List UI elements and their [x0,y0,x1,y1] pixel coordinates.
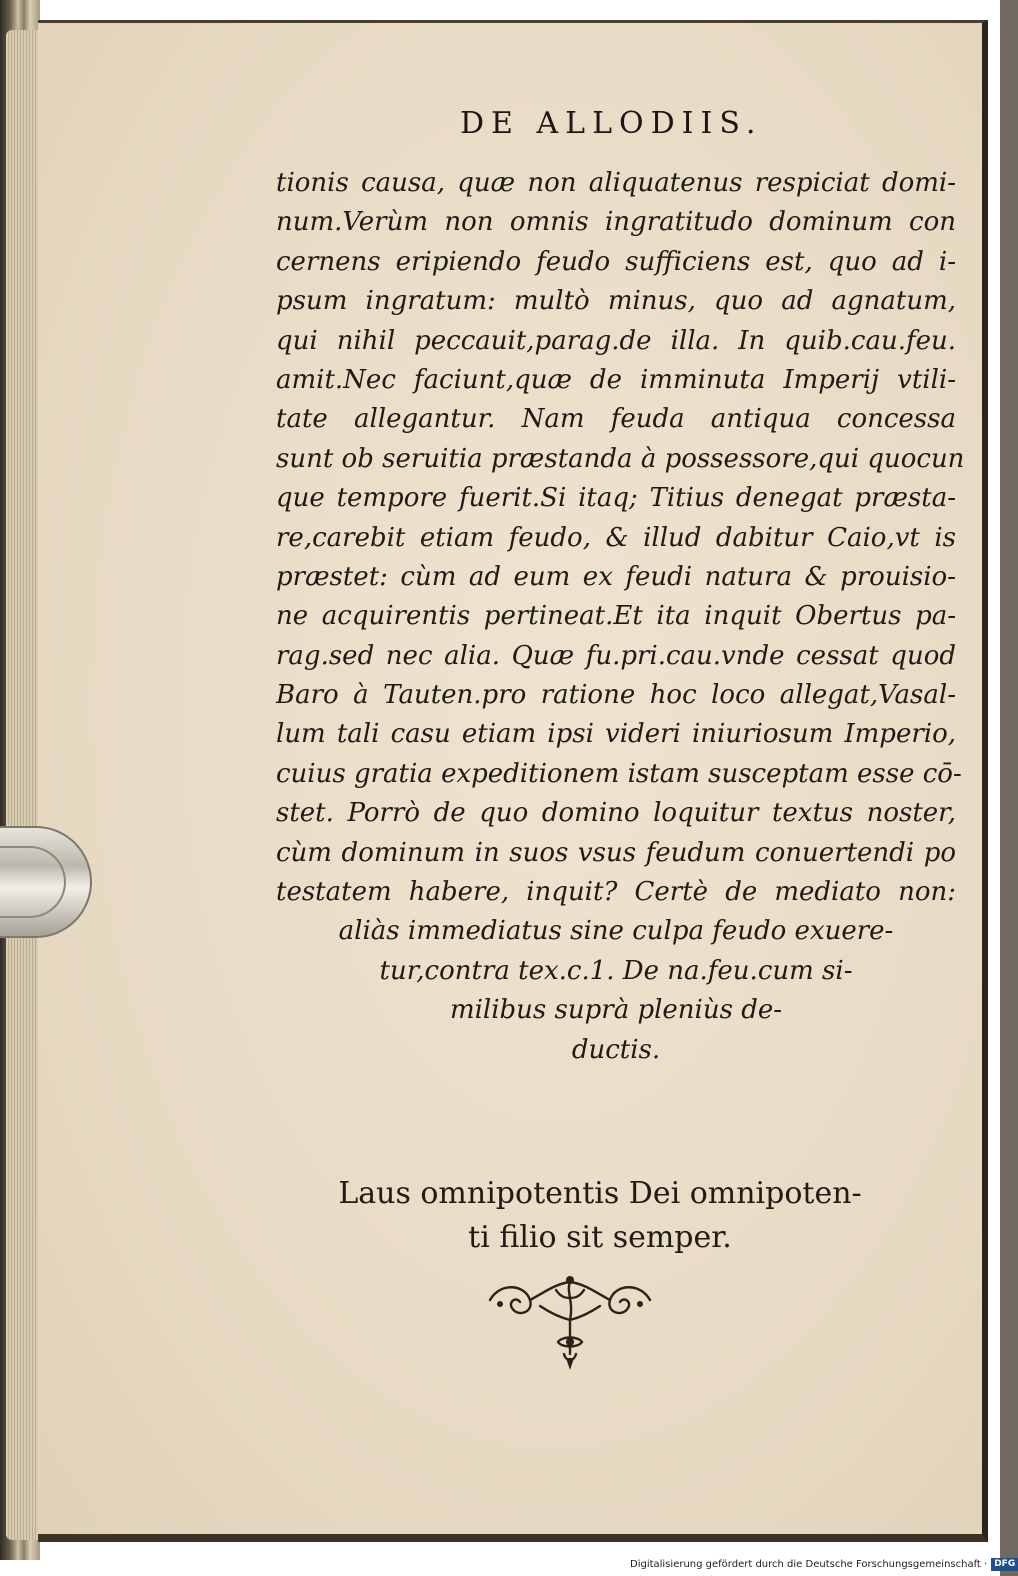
text-line: tate allegantur. Nam feuda antiqua concessa [276,404,956,435]
credit-text: Digitalisierung gefördert durch die Deutsche Forschungsgemeinschaft · [630,1559,988,1570]
text-line: aliàs immediatus sine culpa feudo exuere- [338,916,894,947]
text-line: præstet: cùm ad eum ex feudi natura & prouisio- [276,561,956,592]
text-line: num.Verùm non omnis ingratitudo dominum con [276,207,956,238]
text-line: testatem habere, inquit? Certè de mediato non: [276,877,956,908]
text-line: tionis causa, quæ non aliquatenus respiciat domi- [276,168,956,198]
text-line: qui nihil peccauit,parag.de illa. In quib.cau.feu. [276,325,956,356]
text-line: sunt ob seruitia præstanda à possessore,qui quocun [276,443,965,474]
doxology-line: ti filio sit semper. [468,1220,732,1255]
running-head: DE ALLODIIS. [460,106,763,141]
text-line: cuius gratia expeditionem istam susceptam esse cō- [276,758,962,789]
doxology-line: Laus omnipotentis Dei omnipoten- [338,1176,862,1211]
text-line: cùm dominum in suos vsus feudum conuertendi po [276,837,956,868]
printer-ornament-icon [470,1262,670,1382]
text-line: que tempore fuerit.Si itaq; Titius denegat præsta- [276,483,956,514]
body-text [276,164,965,1070]
text-line: lum tali casu etiam ipsi videri iniuriosum Imperio, [276,719,956,750]
text-line: rag.sed nec alia. Quæ fu.pri.cau.vnde cessat quod [276,640,956,671]
text-line: psum ingratum: multò minus, quo ad agnatum, [276,286,956,317]
text-line: cernens eripiendo feudo sufficiens est, quo ad i- [276,246,956,277]
text-line: ne acquirentis pertineat.Et ita inquit Obertus pa- [276,601,956,632]
page-clip-inner [0,846,66,918]
digitization-credit [630,1556,1016,1574]
text-line: tur,contra tex.c.1. De na.feu.cum si- [379,955,853,986]
text-line: Baro à Tauten.pro ratione hoc loco allegat,Vasal- [276,680,956,711]
text-line: stet. Porrò de quo domino loquitur textus noster, [276,798,956,829]
dfg-logo: DFG [991,1558,1018,1571]
closing-doxology [280,1172,920,1260]
text-line: re,carebit etiam feudo, & illud dabitur Caio,vt is [276,522,956,553]
text-line: amit.Nec faciunt,quæ de imminuta Imperij vtili- [276,364,956,395]
text-line: ductis. [571,1034,661,1065]
page-stack [6,30,40,1540]
text-line: milibus suprà pleniùs de- [449,995,783,1026]
